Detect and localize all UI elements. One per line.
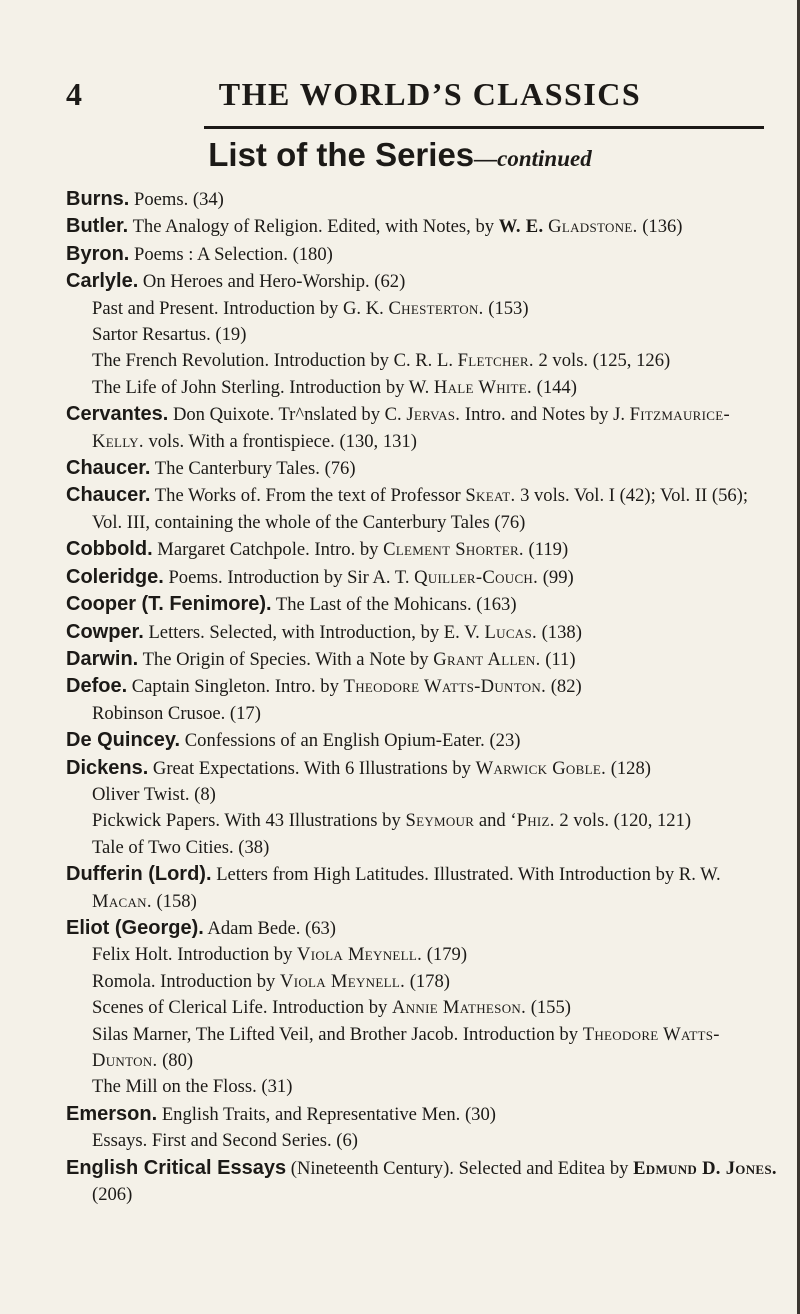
entry-author: Cooper (T. Fenimore). — [66, 593, 272, 616]
list-item — [66, 1022, 778, 1075]
entry-detail: (80) — [162, 1050, 194, 1071]
list-item — [66, 591, 778, 618]
entry-text: Poems. (34) — [134, 189, 224, 210]
entry-author: Chaucer. — [66, 484, 151, 507]
header-rule — [204, 126, 764, 129]
entry-detail: (128) — [610, 757, 651, 779]
entry-detail: (119) — [528, 539, 569, 561]
list-item — [66, 564, 778, 591]
entry-text: The Life of John Sterling. Introduction by W. — [92, 376, 434, 398]
entry-author: Coleridge. — [66, 565, 164, 588]
entry-author: Dufferin (Lord). — [66, 863, 212, 886]
entry-detail: (82) — [550, 676, 582, 698]
entry-author: Emerson. — [66, 1102, 158, 1125]
entry-author: Eliot (George). — [66, 916, 204, 939]
entry-author: Darwin. — [66, 647, 139, 670]
entry-text: The Works of. From the text of Professor — [154, 485, 466, 507]
entry-author: Chaucer. — [66, 457, 151, 480]
list-item — [66, 186, 778, 213]
list-title — [0, 136, 800, 174]
entry-text: The Canterbury Tales. (76) — [154, 458, 356, 480]
list-item — [66, 727, 778, 754]
list-item — [66, 536, 778, 563]
entry-author: English Critical Essays — [66, 1156, 287, 1179]
entry-text: Poems. Introduction by Sir A. T. — [168, 566, 415, 588]
entry-text: Poems : A Selection. (180) — [134, 243, 333, 265]
entry-name: Jervas. — [406, 404, 461, 426]
list-item — [66, 808, 778, 834]
list-item — [66, 861, 778, 915]
entry-author: De Quincey. — [66, 729, 181, 752]
entry-text: Robinson Crusoe. (17) — [92, 702, 261, 724]
entry-text: Past and Present. Introduction by G. K. — [92, 297, 389, 319]
entry-name: Phiz. — [516, 810, 555, 832]
list-item — [66, 942, 778, 968]
entry-text: Letters. Selected, with Introduction, by E. V. — [148, 621, 485, 643]
list-item — [66, 1074, 778, 1100]
entry-detail: (158) — [156, 890, 197, 912]
entry-detail: (179) — [426, 944, 468, 966]
series-list — [66, 186, 778, 1208]
entry-detail: (144) — [536, 376, 577, 398]
entry-text: Sartor Resartus. (19) — [92, 324, 247, 346]
entry-name: Theodore Watts-Dunton. — [343, 676, 547, 698]
list-item — [66, 1101, 778, 1128]
entry-detail: 2 vols. (120, 121) — [559, 810, 692, 832]
entry-text: Margaret Catchpole. Intro. by — [157, 539, 384, 561]
entry-text: On Heroes and Hero-Worship. (62) — [142, 271, 406, 293]
list-item — [66, 322, 778, 348]
list-item — [66, 213, 778, 240]
entry-text: Essays. First and Second Series. (6) — [92, 1130, 358, 1152]
entry-name: Viola Meynell. — [279, 970, 406, 992]
entry-text: The Origin of Species. With a Note by — [142, 648, 434, 670]
entry-author: Dickens. — [66, 756, 149, 779]
list-item — [66, 782, 778, 808]
entry-text: Letters from High Latitudes. Illustrated. With Introduction by R. W. — [216, 864, 721, 886]
entry-author: Cowper. — [66, 620, 144, 643]
list-item — [66, 995, 778, 1021]
entry-name: Seymour — [405, 810, 475, 832]
list-title-main: List of the Series — [208, 136, 475, 173]
list-title-continued: —continued — [474, 146, 592, 171]
entry-text: Oliver Twist. (8) — [92, 783, 216, 805]
page-number: 4 — [66, 76, 82, 112]
list-item — [66, 1128, 778, 1154]
list-item — [66, 969, 778, 995]
entry-text: (Nineteenth Century). Selected and Editea by — [290, 1157, 634, 1179]
list-item — [66, 455, 778, 482]
entry-text: Great Expectations. With 6 Illustrations by — [152, 757, 476, 779]
entry-text: Pickwick Papers. With 43 Illustrations by — [92, 810, 406, 832]
list-item — [66, 348, 778, 374]
entry-text: The Mill on the Floss. (31) — [92, 1076, 293, 1098]
entry-detail: vols. With a frontispiece. (130, 131) — [148, 430, 417, 452]
entry-name: Macan. — [92, 890, 152, 912]
entry-text: Romola. Introduction by — [92, 970, 280, 992]
entry-text: English Traits, and Representative Men. (30) — [161, 1103, 496, 1125]
entry-name: Quiller-Couch. — [414, 566, 539, 588]
entry-author: Burns. — [66, 188, 130, 210]
entry-name: Fletcher. — [457, 350, 534, 372]
entry-author: Defoe. — [66, 675, 128, 698]
list-item — [66, 646, 778, 673]
list-item — [66, 1155, 778, 1209]
entry-text: Felix Holt. Introduction by — [92, 944, 298, 966]
entry-author: Cervantes. — [66, 403, 169, 426]
entry-editor: Edmund D. Jones. — [633, 1157, 777, 1179]
entry-author: Byron. — [66, 242, 130, 265]
entry-detail: 2 vols. (125, 126) — [538, 350, 671, 372]
entry-name: Theodore Watts-Dunton. — [92, 1023, 720, 1071]
entry-text: Confessions of an English Opium-Eater. (23) — [184, 730, 521, 752]
entry-name: Clement Shorter. — [383, 539, 524, 561]
entry-text: The Last of the Mohicans. (163) — [275, 594, 517, 616]
entry-name: Viola Meynell. — [297, 944, 423, 966]
list-item — [66, 701, 778, 727]
list-item — [66, 835, 778, 861]
entry-name: Gladstone. — [548, 216, 638, 238]
entry-text: Silas Marner, The Lifted Veil, and Brother Jacob. Introduction by — [92, 1023, 583, 1045]
list-item — [66, 915, 778, 942]
entry-text: Captain Singleton. Intro. by — [131, 676, 344, 698]
list-item — [66, 619, 778, 646]
entry-detail: 3 vols. Vol. I (42); Vol. II (56); Vol. III, containing the whole of the Canterbury Tales (76) — [92, 485, 749, 533]
entry-detail: (155) — [530, 997, 571, 1019]
list-item — [66, 673, 778, 700]
running-title: THE WORLD’S CLASSICS — [218, 76, 642, 112]
entry-text: The French Revolution. Introduction by C. R. L. — [92, 350, 458, 372]
list-item — [66, 482, 778, 536]
entry-name: Chesterton. — [388, 297, 484, 319]
entry-name: Skeat. — [465, 485, 516, 507]
list-item — [66, 755, 778, 782]
entry-name: Warwick Goble. — [475, 757, 607, 779]
list-item — [66, 241, 778, 268]
entry-text: Adam Bede. (63) — [207, 917, 336, 939]
entry-name: Hale White. — [433, 376, 532, 398]
entry-author: Carlyle. — [66, 270, 139, 293]
entry-text: Don Quixote. Tr^nslated by C. — [172, 404, 407, 426]
entry-detail: Intro. and Notes by J. — [464, 404, 630, 426]
list-item — [66, 296, 778, 322]
entry-author: Butler. — [66, 215, 129, 238]
entry-detail: (178) — [409, 970, 450, 992]
entry-detail: (206) — [92, 1184, 133, 1206]
list-item — [66, 375, 778, 401]
list-item — [66, 268, 778, 295]
entry-detail: (136) — [642, 216, 683, 238]
entry-name: Fitzmaurice-Kelly. — [92, 404, 730, 452]
entry-detail: (99) — [542, 566, 574, 588]
entry-detail: (153) — [488, 297, 529, 319]
entry-name: Annie Matheson. — [392, 997, 527, 1019]
entry-detail: and ‘ — [478, 810, 517, 832]
entry-text: Tale of Two Cities. (38) — [92, 836, 270, 858]
entry-editor: W. E. — [498, 216, 544, 238]
entry-name: Lucas. — [484, 621, 537, 643]
list-item — [66, 401, 778, 455]
entry-detail: (11) — [545, 648, 576, 670]
entry-author: Cobbold. — [66, 538, 153, 561]
page-header — [0, 76, 800, 116]
entry-detail: (138) — [541, 621, 582, 643]
entry-name: Grant Allen. — [433, 648, 541, 670]
entry-text: Scenes of Clerical Life. Introduction by — [92, 997, 392, 1019]
entry-text: The Analogy of Religion. Edited, with Notes, by — [132, 216, 499, 238]
